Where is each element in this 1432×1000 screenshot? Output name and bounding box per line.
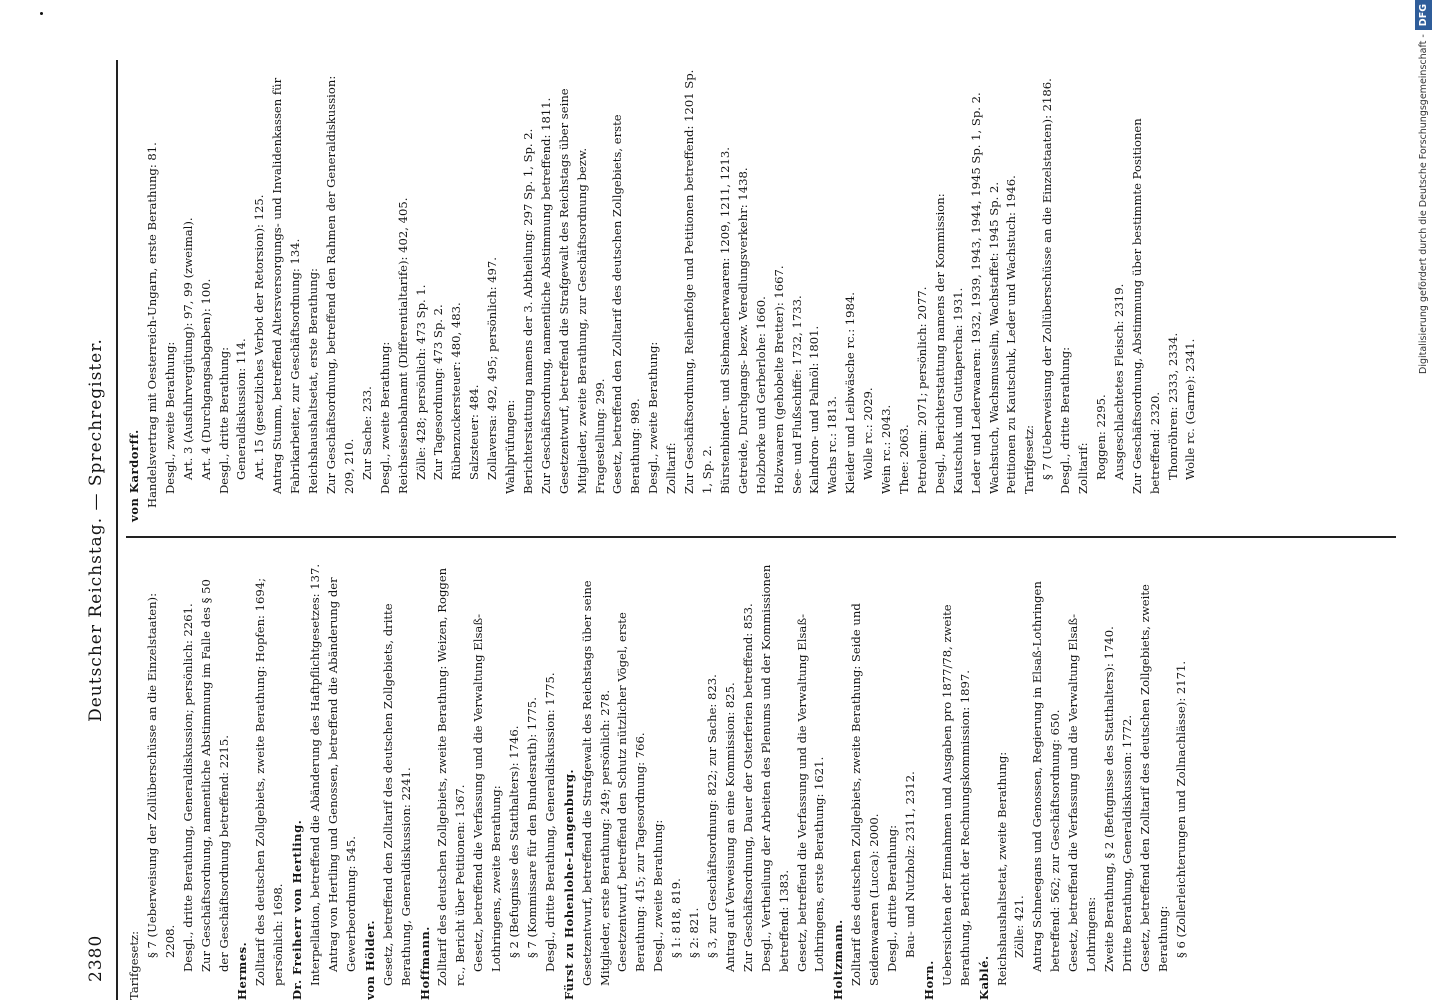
register-entry bbox=[234, 560, 288, 1000]
page-number: 2380 bbox=[86, 934, 106, 982]
register-line: Wachstuch, Wachsmusselin, Wachstaffet: 1945 Sp. 2. bbox=[986, 181, 1001, 494]
speaker-name: Fürst zu Hohenlohe-Langenburg. bbox=[561, 768, 576, 1000]
register-line: Desgl., zweite Berathung: bbox=[646, 341, 661, 494]
speaker-name: von Hölder. bbox=[362, 919, 377, 1000]
register-line: Zolltarif des deutschen Zollgebiets, zweite Berathung: Hopfen: 1694; persönlich: 1698. bbox=[253, 577, 286, 986]
speaker-name: Holtzmann. bbox=[831, 919, 846, 1000]
rotated-page-content bbox=[80, 60, 1380, 1000]
register-line: Gesetz, betreffend die Verfassung und die Verwaltung Elsaß-Lothringens, erste Berathung: 1621. bbox=[794, 614, 827, 972]
register-line: Kalndron- und Palmöl: 1801. bbox=[807, 325, 822, 494]
register-line: Gesetz, betreffend die Verfassung und die Verwaltung Elsaß-Lothringens: bbox=[1066, 614, 1099, 972]
register-line: Bau- und Nutzholz: 2311, 2312. bbox=[902, 771, 917, 958]
register-line: Zolltarif: bbox=[664, 442, 679, 494]
register-line: Roggen: 2295. bbox=[1093, 394, 1108, 480]
register-entry bbox=[417, 560, 560, 1000]
register-line: Zur Geschäftsordnung, Reihenfolge und Petitionen betreffend: 1201 Sp. 1, Sp. 2. bbox=[682, 69, 714, 494]
header-rule bbox=[116, 60, 118, 1000]
register-line: § 6 (Zollerleichterungen und Zollnachlässe): 2171. bbox=[1173, 660, 1188, 958]
page-title: Deutscher Reichstag. — Sprechregister. bbox=[86, 338, 106, 722]
register-line: § 3, zur Geschäftsordnung: 822; zur Sache: 823. bbox=[705, 674, 719, 958]
register-line: Holzwaaren (gehobelte Bretter): 1667. bbox=[771, 265, 786, 494]
register-line: Thonröhren: 2333, 2334. bbox=[1165, 332, 1180, 480]
register-line: Zur Tagesordnung: 473 Sp. 2. bbox=[431, 304, 446, 480]
register-line: Zollaversa: 492, 495; persönlich: 497. bbox=[485, 257, 500, 480]
register-line: Reichseisenbahnamt (Differentialtarife): 402, 405. bbox=[395, 197, 410, 494]
register-line: Holzborke und Gerberlohe: 1660. bbox=[753, 296, 768, 494]
register-line: Gesetzentwurf, betreffend den Schutz nützlicher Vögel, erste Berathung: 415; zur Tagesordnung: 766. bbox=[615, 612, 648, 972]
speaker-name: Kablé. bbox=[976, 955, 991, 1000]
register-line: Antrag von Hertling und Genossen, betreffend die Abänderung der Gewerbeordnung: 545. bbox=[325, 577, 358, 972]
register-line: Tarifgesetz: bbox=[1022, 424, 1037, 494]
register-entry bbox=[362, 560, 416, 1000]
register-line: Uebersichten der Einnahmen und Ausgaben pro 1877/78, zweite Berathung, Bericht der Rechnungskommission: 1897. bbox=[939, 604, 972, 986]
register-line: Rübenzuckersteuer: 480, 483. bbox=[449, 302, 464, 480]
register-line: Zur Geschäftsordnung, betreffend den Rahmen der Generaldiskussion: 209, 210. bbox=[323, 75, 356, 494]
register-line: Ausgeschlachtetes Fleisch: 2319. bbox=[1111, 283, 1126, 480]
register-line: Zölle: 421. bbox=[1012, 895, 1027, 958]
speaker-name: Horn. bbox=[921, 960, 936, 1000]
register-line: Desgl., dritte Berathung: bbox=[1058, 346, 1073, 494]
register-line: Zur Sache: 233. bbox=[359, 386, 374, 480]
register-line: § 7 (Kommissare für den Bundesrath): 1775. bbox=[524, 697, 539, 958]
register-line: Petitionen zu Kautschuk, Leder und Wachstuch: 1946. bbox=[1004, 175, 1019, 494]
register-line: Gesetz, betreffend den Zolltarif des deutschen Zollgebiets, dritte Berathung, Generaldiskussion: 2241. bbox=[380, 603, 413, 986]
register-entry bbox=[126, 60, 1200, 522]
register-line: See- und Flußschiffe: 1732, 1733. bbox=[789, 295, 804, 494]
register-line: Berichterstattung namens der 3. Abtheilung: 297 Sp. 1, Sp. 2. bbox=[520, 128, 535, 494]
dfg-logo: DFG bbox=[1415, 0, 1432, 30]
register-line: Leder und Lederwaaren: 1932, 1939, 1943, 1944, 1945 Sp. 1, Sp. 2. bbox=[968, 92, 983, 494]
register-line: § 2: 821. bbox=[687, 907, 702, 958]
register-line: Gesetz, betreffend die Verfassung und die Verwaltung Elsaß-Lothringens, zweite Berathung: bbox=[471, 614, 504, 972]
register-line: § 7 (Ueberweisung der Zollüberschüsse an die Einzelstaaten): 2186. bbox=[1040, 78, 1055, 480]
register-line: Zweite Berathung, § 2 (Befugnisse des Statthalters): 1740. bbox=[1101, 626, 1116, 972]
register-line: Wolle rc.: 2029. bbox=[861, 387, 876, 480]
register-line: Zolltarif des deutschen Zollgebiets, zweite Berathung: Weizen, Roggen rc., Bericht über Petitionen: 1367. bbox=[435, 567, 468, 986]
register-line: Getreide, Durchgangs- bezw. Veredlungsverkehr: 1438. bbox=[735, 167, 750, 494]
register-line: Handelsvertrag mit Oesterreich-Ungarn, erste Berathung: 81. bbox=[144, 142, 159, 508]
register-line: Generaldiskussion: 114. bbox=[234, 338, 249, 480]
register-line: Zur Geschäftsordnung, namentliche Abstimmung betreffend: 1811. bbox=[538, 97, 553, 494]
register-line: Desgl., zweite Berathung: bbox=[651, 819, 666, 972]
register-line: Gesetzentwurf, betreffend die Strafgewalt des Reichstags über seine Mitglieder, zweite Berathung, zur Geschäftsordnung bezw. Fragestellung: 299. bbox=[556, 88, 607, 494]
register-line: Reichshaushaltsetat, zweite Berathung: bbox=[994, 751, 1009, 986]
register-line: Zur Geschäftsordnung, namentliche Abstimmung im Falle des § 50 der Geschäftsordnung betreffend: 2215. bbox=[198, 579, 231, 972]
speaker-name: von Kardorff. bbox=[127, 429, 141, 522]
register-entry bbox=[921, 560, 975, 1000]
register-line: Gesetzentwurf, betreffend die Strafgewalt des Reichstags über seine Mitglieder, erste Berathung: 249; persönlich: 278. bbox=[579, 580, 612, 986]
register-line: Desgl., dritte Berathung: bbox=[216, 346, 231, 494]
register-line: Zölle: 428; persönlich: 473 Sp. 1. bbox=[413, 284, 428, 480]
register-line: Gesetz, betreffend den Zolltarif des deutschen Zollgebiets, erste Berathung: 989. bbox=[610, 114, 643, 494]
column-divider bbox=[126, 536, 1396, 538]
register-line: Desgl., Vertheilung der Arbeiten des Plenums und der Kommissionen betreffend: 1383. bbox=[758, 564, 791, 972]
register-line: Desgl., dritte Berathung: bbox=[885, 824, 900, 972]
register-line: Desgl., dritte Berathung, Generaldiskussion; persönlich: 2261. bbox=[180, 603, 195, 972]
register-line: Kleider und Leibwäsche rc.: 1984. bbox=[843, 292, 858, 494]
register-line: Wolle rc. (Garne): 2341. bbox=[1183, 338, 1198, 480]
register-line: Kautschuk und Guttapercha: 1931. bbox=[950, 287, 965, 494]
register-entry bbox=[289, 560, 361, 1000]
register-line: Reichshaushaltsetat, erste Berathung: bbox=[306, 268, 321, 494]
page-header bbox=[80, 60, 114, 1000]
register-line: Interpellation, betreffend die Abänderung des Haftpflichtgesetzes: 137. bbox=[308, 563, 323, 986]
speaker-name: Hoffmann. bbox=[417, 926, 432, 1000]
speaker-name: Hermes. bbox=[235, 941, 250, 1000]
register-line: Zur Geschäftsordnung, Dauer der Osterferien betreffend: 853. bbox=[740, 603, 755, 972]
register-line: Zolltarif des deutschen Zollgebiets, zweite Berathung: Seide und Seidenwaaren (Lucca): 2000. bbox=[849, 603, 882, 986]
right-column bbox=[126, 60, 1201, 522]
register-line: Salzsteuer: 484. bbox=[467, 384, 482, 480]
register-entry bbox=[126, 560, 233, 1000]
register-line: Antrag Stumm, betreffend Altersversorgungs- und Invalidenkassen für Fabrikarbeiter, zur Geschäftsordnung: 134. bbox=[270, 77, 303, 494]
register-line: Art. 15 (gesetzliches Verbot der Retorsion): 125. bbox=[252, 194, 267, 480]
register-line: Desgl., zweite Berathung: bbox=[377, 341, 392, 494]
register-entry bbox=[561, 560, 830, 1000]
dfg-watermark bbox=[1415, 0, 1432, 1000]
register-line: Desgl., dritte Berathung, Generaldiskussion: 1775. bbox=[542, 672, 557, 972]
register-line: Thee: 2063. bbox=[896, 424, 911, 494]
scan-speck bbox=[40, 12, 43, 15]
register-line: Desgl., zweite Berathung: bbox=[162, 341, 177, 494]
left-column bbox=[126, 560, 1191, 1000]
register-line: Tarifgesetz: bbox=[127, 930, 141, 1000]
register-line: Wachs rc.: 1813. bbox=[825, 396, 840, 494]
register-entry bbox=[976, 560, 1191, 1000]
register-line: Antrag Schneegans und Genossen, Regierung in Elsaß-Lothringen betreffend: 562; zur Geschäftsordnung: 650. bbox=[1030, 581, 1063, 972]
register-line: Antrag auf Verweisung an eine Kommission: 825. bbox=[722, 682, 737, 972]
register-line: Wahlprüfungen: bbox=[503, 399, 518, 494]
register-entry bbox=[830, 560, 920, 1000]
register-line: Gesetz, betreffend den Zolltarif des deutschen Zollgebiets, zweite Berathung: bbox=[1137, 584, 1170, 972]
dfg-watermark-text: Digitalisierung gefördert durch die Deutsche Forschungsgemeinschaft - bbox=[1418, 34, 1429, 374]
register-line: § 2 (Befugnisse des Statthalters): 1746. bbox=[507, 725, 522, 958]
register-line: Petroleum: 2071; persönlich: 2077. bbox=[914, 286, 929, 494]
register-line: Zolltarif: bbox=[1076, 442, 1091, 494]
register-line: Art. 4 (Durchgangsabgaben): 100. bbox=[198, 278, 213, 480]
speaker-name: Dr. Freiherr von Hertling. bbox=[290, 819, 305, 1000]
register-line: Desgl., Berichterstattung namens der Kommission: bbox=[932, 193, 947, 494]
register-line: § 7 (Ueberweisung der Zollüberschüsse an die Einzelstaaten): 2208. bbox=[144, 593, 177, 958]
register-line: Dritte Berathung, Generaldiskussion: 1772. bbox=[1119, 714, 1134, 972]
register-line: Art. 3 (Ausfuhrvergütung): 97, 99 (zweimal). bbox=[180, 217, 195, 480]
register-line: Bürstenbinder- und Siebmacherwaaren: 1209, 1211, 1213. bbox=[717, 147, 732, 494]
register-line: Wein rc.: 2043. bbox=[879, 404, 894, 494]
register-line: § 1: 818, 819. bbox=[669, 878, 684, 958]
register-line: Zur Geschäftsordnung, Abstimmung über bestimmte Positionen betreffend: 2320. bbox=[1129, 118, 1162, 494]
